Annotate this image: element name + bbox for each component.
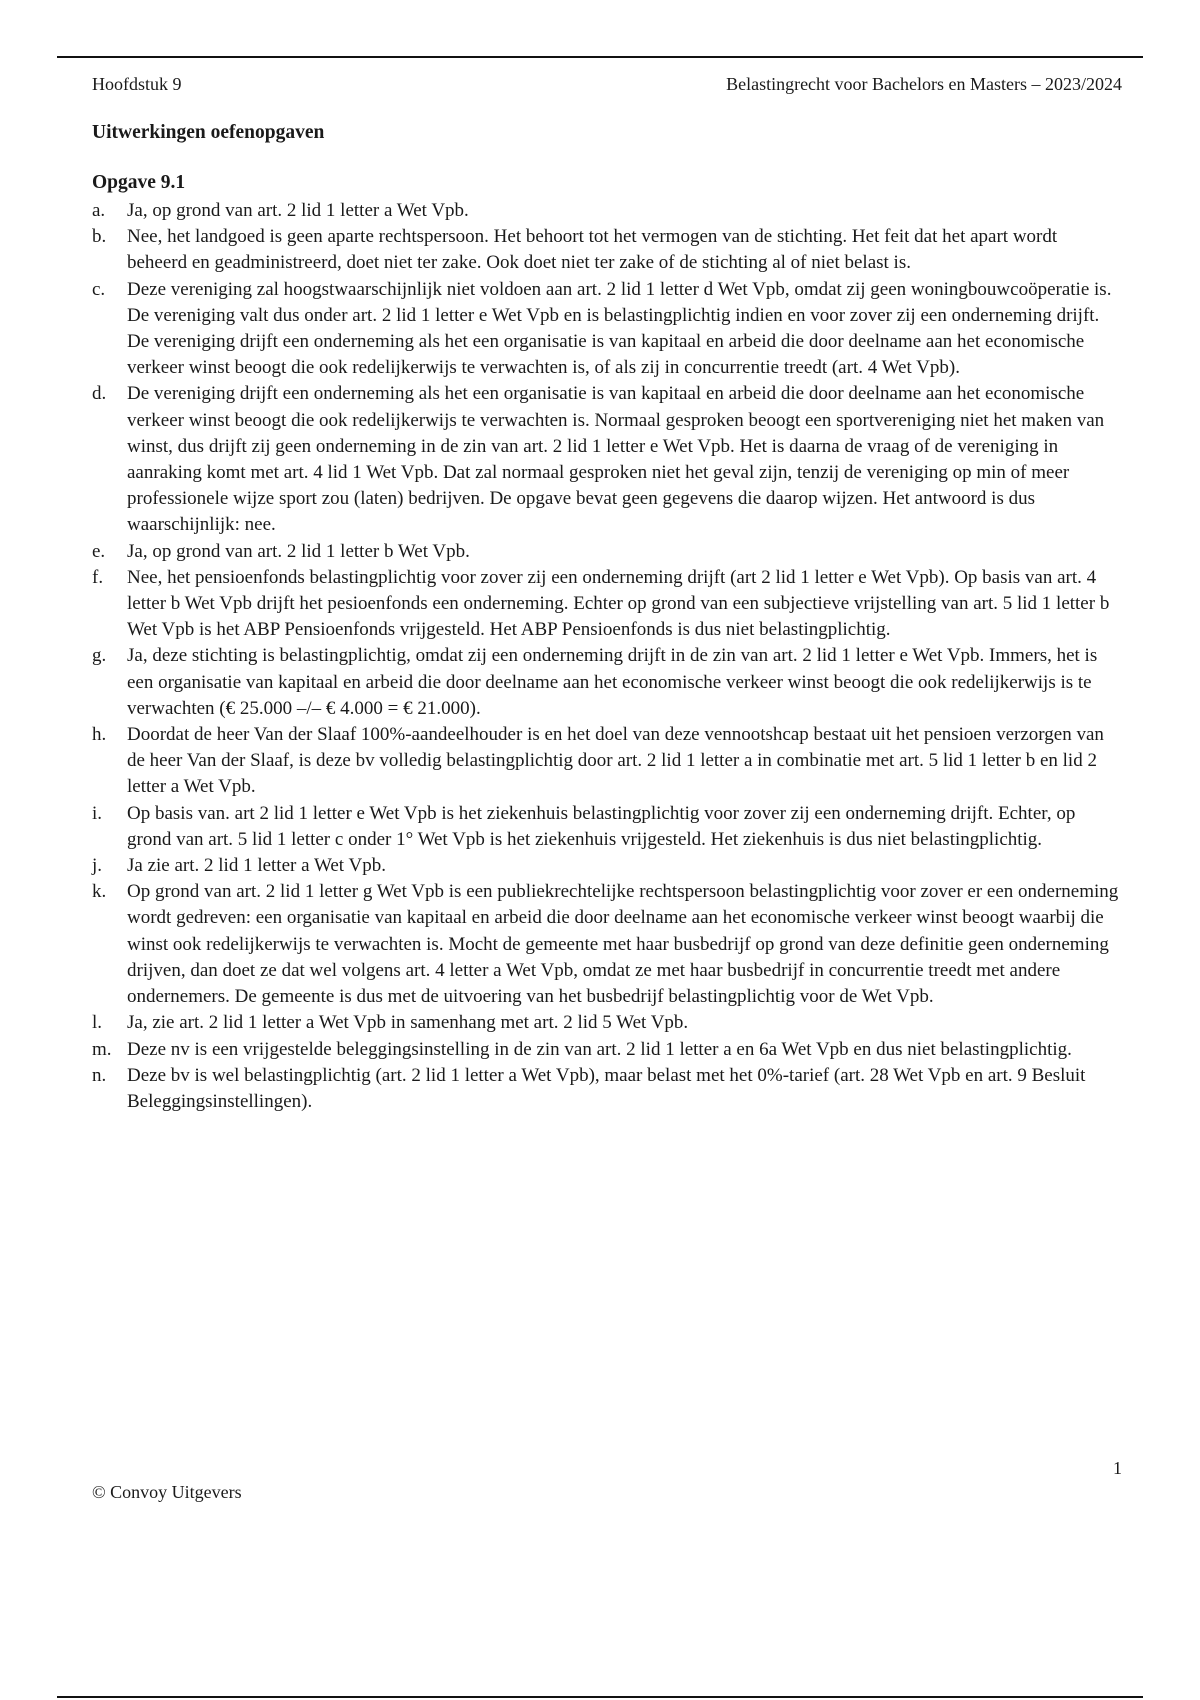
answer-letter: i. xyxy=(92,802,103,824)
answer-text: Op grond van art. 2 lid 1 letter g Wet Vpb is een publiekrechtelijke rechtspersoon belastingplichtig voor zover er een onderneming wordt gedreven: een organisatie van kapitaal en arbeid die door deelname aan het economische verkeer winst beoogt waarbij die winst ook redelijkerwijs te verwachten is. Mocht de gemeente met haar busbedrijf op grond van deze definitie geen onderneming drijven, dan doet ze dat wel volgens art. 4 letter a Wet Vpb, omdat ze met haar busbedrijf in concurrentie treedt met andere ondernemers. De gemeente is dus met de uitvoering van het busbedrijf belastingplichtig voor de Wet Vpb. xyxy=(127,881,1119,1008)
answer-item xyxy=(92,722,1122,801)
answer-item xyxy=(92,277,1122,382)
answer-text: Nee, het pensioenfonds belastingplichtig voor zover zij een onderneming drijft (art 2 lid 1 letter e Wet Vpb). Op basis van art. 4 letter b Wet Vpb drijft het pesioenfonds een onderneming. Echter op grond van een subjectieve vrijstelling van art. 5 lid 1 letter b Wet Vpb is het ABP Pensioenfonds vrijgesteld. Het ABP Pensioenfonds is dus niet belastingplichtig. xyxy=(127,566,1110,641)
page-content xyxy=(92,120,1122,1115)
answer-text: Nee, het landgoed is geen aparte rechtspersoon. Het behoort tot het vermogen van de stichting. Het feit dat het apart wordt beheerd en geadministreerd, doet niet ter zake. Ook doet niet ter zake of de stichting al of niet belast is. xyxy=(127,226,1058,274)
answer-item xyxy=(92,381,1122,538)
answer-text: Op basis van. art 2 lid 1 letter e Wet Vpb is het ziekenhuis belastingplichtig voor zover zij een onderneming drijft. Echter, op grond van art. 5 lid 1 letter c onder 1° Wet Vpb is het ziekenhuis vrijgesteld. Het ziekenhuis is dus niet belastingplichtig. xyxy=(127,802,1076,850)
answer-text: Doordat de heer Van der Slaaf 100%-aandeelhouder is en het doel van deze vennootshcap bestaat uit het pensioen verzorgen van de heer Van der Slaaf, is deze bv volledig belastingplichtig door art. 2 lid 1 letter a in combinatie met art. 5 lid 1 letter b en lid 2 letter a Wet Vpb. xyxy=(127,724,1104,798)
answer-letter: h. xyxy=(92,724,107,746)
section-title: Uitwerkingen oefenopgaven xyxy=(92,122,325,143)
answer-letter: d. xyxy=(92,383,107,405)
answer-letter: n. xyxy=(92,1064,107,1086)
answer-letter: j. xyxy=(92,855,103,877)
answer-item xyxy=(92,879,1122,1010)
answer-letter: c. xyxy=(92,278,106,300)
exercise-title: Opgave 9.1 xyxy=(92,172,186,193)
answer-letter: f. xyxy=(92,566,104,588)
answer-text: Ja zie art. 2 lid 1 letter a Wet Vpb. xyxy=(127,855,386,877)
page-header xyxy=(92,72,1122,96)
answer-item xyxy=(92,1037,1122,1063)
answer-letter: e. xyxy=(92,540,106,562)
answer-item xyxy=(92,224,1122,276)
chapter-label: Hoofdstuk 9 xyxy=(92,74,182,94)
answer-text: Deze nv is een vrijgestelde beleggingsinstelling in de zin van art. 2 lid 1 letter a en 6a Wet Vpb en dus niet belastingplichtig. xyxy=(127,1038,1072,1060)
answer-text: Ja, op grond van art. 2 lid 1 letter a Wet Vpb. xyxy=(127,200,469,221)
answer-text: Ja, deze stichting is belastingplichtig, omdat zij een onderneming drijft in de zin van art. 2 lid 1 letter e Wet Vpb. Immers, het is een organisatie van kapitaal en arbeid die door deelname aan het economische verkeer winst beoogt die ook redelijkerwijs is te verwachten (€ 25.000 –/– € 4.000 = € 21.000). xyxy=(127,645,1098,719)
answer-list xyxy=(92,198,1122,1115)
answer-text: De vereniging drijft een onderneming als het een organisatie is van kapitaal en arbeid die door deelname aan het economische verkeer winst beoogt die ook redelijkerwijs te verwachten is, of als zij in concurrentie treedt (art. 4 Wet Vpb). xyxy=(127,331,1085,379)
answer-text: Deze bv is wel belastingplichtig (art. 2 lid 1 letter a Wet Vpb), maar belast met het 0%-tarief (art. 28 Wet Vpb en art. 9 Besluit Beleggingsinstellingen). xyxy=(127,1064,1086,1112)
page-number: 1 xyxy=(1113,1458,1122,1478)
answer-letter: k. xyxy=(92,881,107,903)
answer-item xyxy=(92,1063,1122,1115)
answer-item xyxy=(92,801,1122,853)
answer-letter: g. xyxy=(92,645,107,667)
answer-letter: l. xyxy=(92,1012,103,1034)
top-rule xyxy=(57,56,1143,58)
answer-text: Ja, zie art. 2 lid 1 letter a Wet Vpb in samenhang met art. 2 lid 5 Wet Vpb. xyxy=(127,1012,689,1034)
answer-letter: a. xyxy=(92,200,106,221)
answer-item xyxy=(92,1010,1122,1036)
answer-item xyxy=(92,643,1122,722)
book-title: Belastingrecht voor Bachelors en Masters – 2023/2024 xyxy=(726,74,1122,94)
answer-item xyxy=(92,198,1122,224)
answer-text: Deze vereniging zal hoogstwaarschijnlijk niet voldoen aan art. 2 lid 1 letter d Wet Vpb, omdat zij geen woningbouwcoöperatie is. De vereniging valt dus onder art. 2 lid 1 letter e Wet Vpb en is belastingplichtig indien en voor zover zij een onderneming drijft. xyxy=(127,278,1112,326)
copyright-notice: © Convoy Uitgevers xyxy=(92,1482,242,1502)
answer-item xyxy=(92,539,1122,565)
answer-item xyxy=(92,853,1122,879)
answer-text: Ja, op grond van art. 2 lid 1 letter b Wet Vpb. xyxy=(127,540,470,562)
answer-letter: m. xyxy=(92,1038,112,1060)
bottom-rule xyxy=(57,1696,1143,1698)
answer-letter: b. xyxy=(92,226,107,248)
answer-item xyxy=(92,565,1122,644)
answer-text: De vereniging drijft een onderneming als het een organisatie is van kapitaal en arbeid die door deelname aan het economische verkeer winst beoogt die ook redelijkerwijs te verwachten is. Normaal gesproken beoogt een sportvereniging niet het maken van winst, dus drijft zij geen onderneming in de zin van art. 2 lid 1 letter e Wet Vpb. Het is daarna de vraag of de vereniging in aanraking komt met art. 4 lid 1 Wet Vpb. Dat zal normaal gesproken niet het geval zijn, tenzij de vereniging op min of meer professionele wijze sport zou (laten) bedrijven. De opgave bevat geen gegevens die daarop wijzen. Het antwoord is dus waarschijnlijk: nee. xyxy=(127,383,1105,536)
